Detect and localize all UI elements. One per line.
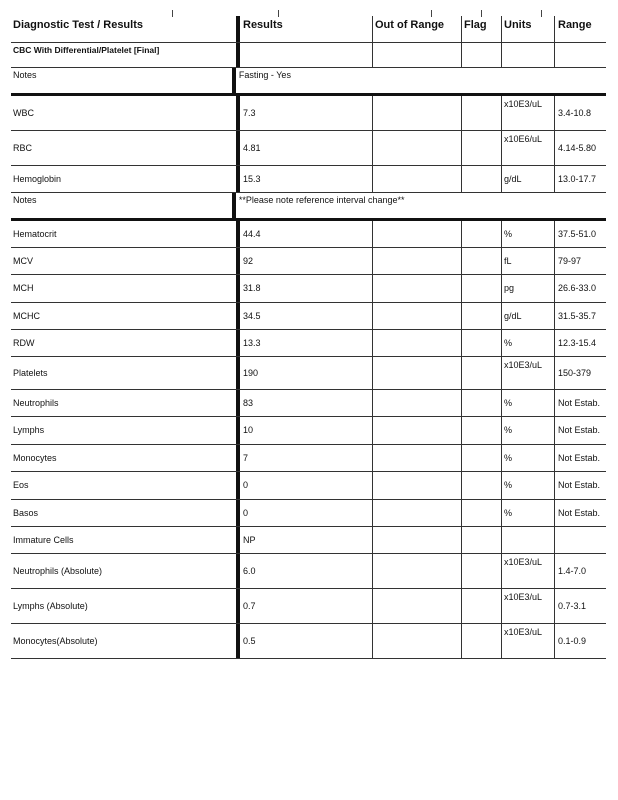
result-value-text: 4.81 [243,142,261,153]
result-value [236,330,372,356]
notes-row [11,193,606,221]
test-name-text: MCHC [13,310,40,321]
result-value [236,248,372,274]
units-value [501,500,554,526]
range-value [554,330,606,356]
units-value [501,357,554,389]
units-value-text: % [504,337,513,348]
test-name-text: Lymphs (Absolute) [13,600,88,611]
range-value [554,275,606,302]
result-value-text: 0 [243,507,249,518]
range-value [554,390,606,416]
result-value-text: 0.7 [243,600,256,611]
test-name [11,500,236,526]
test-name [11,131,236,165]
range-value [554,472,606,499]
flag-value [461,500,501,526]
result-value [236,527,372,553]
units-value-text: x10E3/uL [504,557,543,567]
notes-row [11,68,606,96]
range-value-text: 0.1-0.9 [558,635,587,646]
units-value-text: % [504,397,513,408]
out-of-range-value [372,166,461,192]
section-title: CBC With Differential/Platelet [Final] [13,45,160,55]
flag-value [461,445,501,471]
out-of-range-value [372,624,461,658]
out-of-range-value [372,330,461,356]
range-value-text: 4.14-5.80 [558,142,597,153]
range-value-text: 150-379 [558,367,592,378]
result-value [236,445,372,471]
test-name [11,472,236,499]
units-value-text: % [504,425,513,435]
range-value-text: 13.0-17.7 [558,173,597,184]
notes-label: Notes [13,195,37,205]
units-value [501,303,554,329]
units-value-text: x10E6/uL [504,134,543,144]
flag-value [461,357,501,389]
test-name [11,554,236,588]
empty-cell [236,43,372,67]
range-value-text: 26.6-33.0 [558,283,597,293]
range-value [554,96,606,130]
range-value-text: Not Estab. [558,480,601,490]
test-name-text: Hematocrit [13,228,57,239]
units-value [501,589,554,623]
result-value-text: 10 [243,425,254,435]
range-value [554,624,606,658]
result-value-text: 6.0 [243,565,256,576]
notes-value: **Please note reference interval change** [232,193,606,218]
units-value-text: x10E3/uL [504,99,543,109]
results-group-b [11,221,606,659]
units-value-text: g/dL [504,173,522,184]
result-value-text: 15.3 [243,173,261,184]
result-value-text: 0.5 [243,635,256,646]
units-value [501,390,554,416]
table-row [11,330,606,357]
result-value-text: 0 [243,480,249,490]
result-value-text: 31.8 [243,283,261,293]
range-value [554,131,606,165]
range-value-text: 12.3-15.4 [558,337,597,348]
test-name-text: Monocytes [13,452,57,463]
test-name-text: Platelets [13,367,48,378]
result-value [236,624,372,658]
test-name-text: Hemoglobin [13,173,62,184]
units-value-text: x10E3/uL [504,360,543,370]
range-value-text: 37.5-51.0 [558,228,597,239]
header-range: Range [554,16,606,42]
range-value-text: 79-97 [558,255,582,266]
flag-value [461,589,501,623]
result-value [236,554,372,588]
range-value [554,357,606,389]
out-of-range-value [372,554,461,588]
table-row [11,166,606,193]
test-name-text: WBC [13,107,34,118]
units-value [501,275,554,302]
table-row [11,248,606,275]
range-value [554,248,606,274]
units-value [501,554,554,588]
test-name-text: Immature Cells [13,534,74,545]
table-row [11,275,606,303]
range-value [554,554,606,588]
header-flag: Flag [461,16,501,42]
header-results: Results [236,16,372,42]
range-value-text: 3.4-10.8 [558,107,592,118]
test-name [11,248,236,274]
result-value-text: 92 [243,255,254,266]
section-row [11,43,606,68]
out-of-range-value [372,303,461,329]
out-of-range-value [372,500,461,526]
test-name [11,527,236,553]
flag-value [461,390,501,416]
result-value [236,500,372,526]
out-of-range-value [372,390,461,416]
test-name-text: Monocytes(Absolute) [13,635,98,646]
out-of-range-value [372,527,461,553]
flag-value [461,624,501,658]
range-value [554,221,606,247]
table-header-row [11,16,606,43]
units-value [501,330,554,356]
flag-value [461,527,501,553]
flag-value [461,221,501,247]
results-group-a [11,96,606,193]
range-value [554,527,606,553]
out-of-range-value [372,131,461,165]
test-name [11,390,236,416]
range-value [554,303,606,329]
table-row [11,445,606,472]
result-value [236,275,372,302]
result-value-text: 7.3 [243,107,256,118]
test-name [11,445,236,471]
result-value [236,96,372,130]
test-name-text: Eos [13,480,29,490]
table-row [11,624,606,659]
test-name-text: Neutrophils [13,397,59,408]
table-row [11,390,606,417]
table-row [11,472,606,500]
flag-value [461,248,501,274]
test-name [11,624,236,658]
units-value [501,624,554,658]
result-value [236,390,372,416]
empty-cell [372,43,461,67]
out-of-range-value [372,275,461,302]
range-value-text: 0.7-3.1 [558,600,587,611]
table-row [11,357,606,390]
table-row [11,554,606,589]
empty-cell [461,43,501,67]
flag-value [461,330,501,356]
range-value-text: 31.5-35.7 [558,310,597,321]
table-row [11,96,606,131]
test-name-text: Lymphs [13,425,45,435]
units-value [501,166,554,192]
empty-cell [554,43,606,67]
units-value-text: % [504,228,513,239]
table-row [11,131,606,166]
out-of-range-value [372,221,461,247]
test-name-text: RBC [13,142,33,153]
out-of-range-value [372,248,461,274]
test-name [11,357,236,389]
table-row [11,500,606,527]
units-value [501,445,554,471]
table-row [11,589,606,624]
range-value-text: Not Estab. [558,425,601,435]
test-name [11,96,236,130]
test-name [11,330,236,356]
units-value-text: % [504,452,513,463]
units-value-text: % [504,480,513,490]
notes-label: Notes [13,70,37,80]
table-row [11,221,606,248]
flag-value [461,96,501,130]
result-value [236,472,372,499]
result-value-text: NP [243,534,256,545]
range-value-text: Not Estab. [558,452,601,463]
range-value [554,417,606,444]
units-value [501,527,554,553]
results-table [11,16,606,659]
flag-value [461,131,501,165]
units-value-text: fL [504,255,512,266]
test-name [11,221,236,247]
empty-cell [501,43,554,67]
header-out-of-range: Out of Range [372,16,461,42]
test-name-text: RDW [13,337,35,348]
units-value [501,96,554,130]
out-of-range-value [372,357,461,389]
table-row [11,303,606,330]
flag-value [461,554,501,588]
result-value [236,417,372,444]
result-value-text: 13.3 [243,337,261,348]
units-value [501,472,554,499]
out-of-range-value [372,472,461,499]
result-value [236,589,372,623]
test-name-text: MCV [13,255,33,266]
result-value-text: 190 [243,367,259,378]
flag-value [461,472,501,499]
units-value [501,221,554,247]
range-value-text: Not Estab. [558,397,601,408]
table-row [11,417,606,445]
out-of-range-value [372,96,461,130]
units-value-text: x10E3/uL [504,592,543,602]
range-value [554,445,606,471]
units-value-text: g/dL [504,310,522,321]
test-name [11,589,236,623]
test-name [11,275,236,302]
units-value [501,248,554,274]
notes-value: Fasting - Yes [232,68,606,93]
result-value [236,303,372,329]
test-name-text: Neutrophils (Absolute) [13,565,103,576]
test-name-text: MCH [13,283,34,293]
range-value [554,500,606,526]
range-value-text: 1.4-7.0 [558,565,587,576]
units-value [501,131,554,165]
header-units: Units [501,16,554,42]
flag-value [461,275,501,302]
result-value-text: 44.4 [243,228,261,239]
out-of-range-value [372,589,461,623]
table-row [11,527,606,554]
test-name [11,166,236,192]
flag-value [461,303,501,329]
header-test: Diagnostic Test / Results [13,19,143,31]
range-value-text: Not Estab. [558,507,601,518]
flag-value [461,166,501,192]
range-value [554,166,606,192]
out-of-range-value [372,445,461,471]
result-value [236,221,372,247]
out-of-range-value [372,417,461,444]
test-name [11,303,236,329]
result-value [236,131,372,165]
units-value-text: x10E3/uL [504,627,543,637]
test-name [11,417,236,444]
units-value-text: pg [504,283,515,293]
result-value-text: 34.5 [243,310,261,321]
test-name-text: Basos [13,507,39,518]
units-value-text: % [504,507,513,518]
result-value [236,357,372,389]
flag-value [461,417,501,444]
result-value-text: 7 [243,452,249,463]
result-value-text: 83 [243,397,254,408]
units-value [501,417,554,444]
result-value [236,166,372,192]
range-value [554,589,606,623]
